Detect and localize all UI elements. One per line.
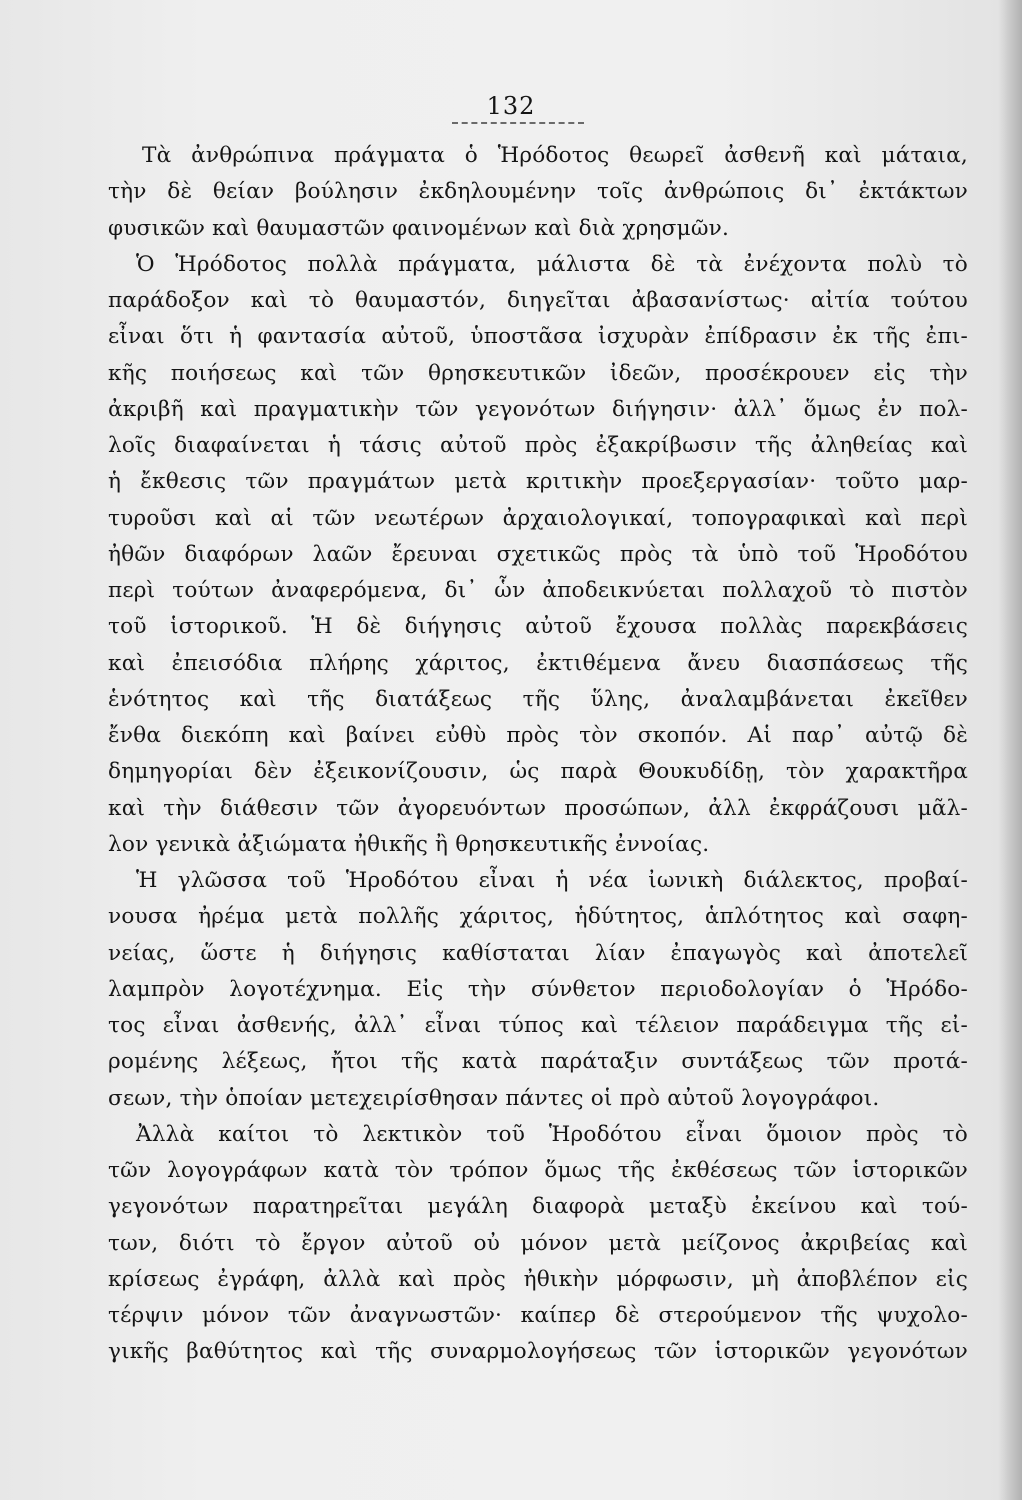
text-line: καὶ τὴν διάθεσιν τῶν ἀγορευόντων προσώπων, ἀλλ ἐκφράζουσι μᾶλ- [108, 795, 968, 821]
text-line: ἔνθα διεκόπη καὶ βαίνει εὐθὺ πρὸς τὸν σκοπόν. Αἱ παρ᾽ αὐτῷ δὲ [108, 723, 968, 748]
text-line: γεγονότων παρατηρεῖται μεγάλη διαφορὰ μεταξὺ ἐκείνου καὶ τού- [108, 1194, 968, 1220]
text-line: τοῦ ἱστορικοῦ. Ἡ δὲ διήγησις αὐτοῦ ἔχουσα πολλὰς παρεκβάσεις [108, 614, 968, 640]
text-line: ἑνότητος καὶ τῆς διατάξεως τῆς ὕλης, ἀναλαμβάνεται ἐκεῖθεν [108, 686, 968, 712]
text-line: Ὁ Ἡρόδοτος πολλὰ πράγματα, μάλιστα δὲ τὰ ἐνέχοντα πολὺ τὸ [136, 251, 968, 277]
text-line: σεων, τὴν ὁποίαν μετεχειρίσθησαν πάντες οἱ πρὸ αὐτοῦ λογογράφοι. [108, 1085, 880, 1111]
header-rule [452, 122, 584, 124]
text-line: τὴν δὲ θείαν βούλησιν ἐκδηλουμένην τοῖς ἀνθρώποις δι᾽ ἐκτάκτων [108, 179, 968, 205]
text-line: ἡ ἔκθεσις τῶν πραγμάτων μετὰ κριτικὴν προεξεργασίαν· τοῦτο μαρ- [108, 469, 968, 495]
text-line: νουσα ἠρέμα μετὰ πολλῆς χάριτος, ἡδύτητος, ἁπλότητος καὶ σαφη- [108, 904, 968, 930]
text-line: Ἀλλὰ καίτοι τὸ λεκτικὸν τοῦ Ἡροδότου εἶναι ὅμοιον πρὸς τὸ [136, 1121, 968, 1147]
page-gutter-shadow [998, 0, 1022, 1500]
text-line: λοῖς διαφαίνεται ἡ τάσις αὐτοῦ πρὸς ἐξακρίβωσιν τῆς ἀληθείας καὶ [108, 433, 968, 458]
text-line: ρομένης λέξεως, ἤτοι τῆς κατὰ παράταξιν συντάξεως τῶν προτά- [108, 1049, 968, 1075]
text-line: τυροῦσι καὶ αἱ τῶν νεωτέρων ἀρχαιολογικαί, τοπογραφικαὶ καὶ περὶ [108, 505, 968, 531]
text-line: περὶ τούτων ἀναφερόμενα, δι᾽ ὧν ἀποδεικνύεται πολλαχοῦ τὸ πιστὸν [108, 578, 968, 603]
text-line: λαμπρὸν λογοτέχνημα. Εἰς τὴν σύνθετον περιοδολογίαν ὁ Ἡρόδο- [108, 976, 968, 1002]
page-number: 132 [486, 92, 536, 120]
text-line: τῶν λογογράφων κατὰ τὸν τρόπον ὅμως τῆς ἐκθέσεως τῶν ἱστορικῶν [108, 1158, 968, 1183]
body-text [108, 138, 968, 1371]
text-line: λον γενικὰ ἀξιώματα ἠθικῆς ἢ θρησκευτικῆς ἐννοίας. [108, 831, 710, 857]
text-line: κῆς ποιήσεως καὶ τῶν θρησκευτικῶν ἰδεῶν, προσέκρουεν εἰς τὴν [108, 360, 968, 386]
text-line: τος εἶναι ἀσθενής, ἀλλ᾽ εἶναι τύπος καὶ τέλειον παράδειγμα τῆς εἰ- [108, 1013, 968, 1038]
text-line: ἀκριβῆ καὶ πραγματικὴν τῶν γεγονότων διήγησιν· ἀλλ᾽ ὅμως ἐν πολ- [108, 396, 968, 422]
text-line: ἠθῶν διαφόρων λαῶν ἔρευναι σχετικῶς πρὸς τὰ ὑπὸ τοῦ Ἡροδότου [108, 541, 968, 567]
text-line: Ἡ γλῶσσα τοῦ Ἡροδότου εἶναι ἡ νέα ἰωνικὴ διάλεκτος, προβαί- [136, 868, 968, 893]
text-line: Τὰ ἀνθρώπινα πράγματα ὁ Ἡρόδοτος θεωρεῖ ἀσθενῆ καὶ μάταια, [142, 143, 968, 168]
text-line: γικῆς βαθύτητος καὶ τῆς συναρμολογήσεως τῶν ἱστορικῶν γεγονότων [108, 1339, 968, 1365]
text-line: εἶναι ὅτι ἡ φαντασία αὐτοῦ, ὑποστᾶσα ἰσχυρὰν ἐπίδρασιν ἐκ τῆς ἐπι- [108, 324, 968, 350]
text-line: των, διότι τὸ ἔργον αὐτοῦ οὐ μόνον μετὰ μείζονος ἀκριβείας καὶ [108, 1230, 968, 1256]
text-line: φυσικῶν καὶ θαυμαστῶν φαινομένων καὶ διὰ χρησμῶν. [108, 215, 730, 241]
text-line: τέρψιν μόνον τῶν ἀναγνωστῶν· καίπερ δὲ στερούμενον τῆς ψυχολο- [108, 1303, 968, 1328]
text-line: δημηγορίαι δὲν ἐξεικονίζουσιν, ὡς παρὰ Θουκυδίδῃ, τὸν χαρακτῆρα [108, 759, 968, 785]
text-line: καὶ ἐπεισόδια πλήρης χάριτος, ἐκτιθέμενα ἄνευ διασπάσεως τῆς [108, 650, 968, 676]
text-line: παράδοξον καὶ τὸ θαυμαστόν, διηγεῖται ἀβασανίστως· αἰτία τούτου [108, 288, 968, 313]
text-line: κρίσεως ἐγράφη, ἀλλὰ καὶ πρὸς ἠθικὴν μόρφωσιν, μὴ ἀποβλέπον εἰς [108, 1266, 968, 1292]
text-line: νείας, ὥστε ἡ διήγησις καθίσταται λίαν ἐπαγωγὸς καὶ ἀποτελεῖ [108, 940, 968, 966]
